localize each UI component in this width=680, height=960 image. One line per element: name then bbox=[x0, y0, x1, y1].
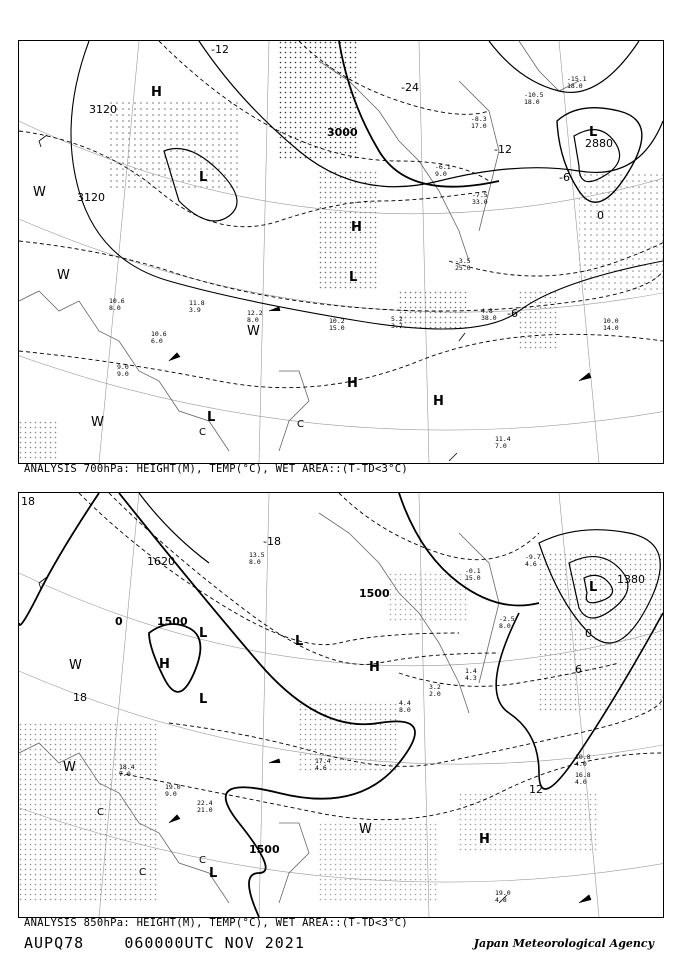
wet-area-700-e bbox=[519, 291, 559, 351]
station-obs: -10.5 18.0 bbox=[524, 91, 544, 106]
warm-symbol: W bbox=[247, 324, 260, 339]
warm-symbol: W bbox=[91, 415, 104, 430]
high-symbol: H bbox=[369, 660, 380, 675]
contour-label: 0 bbox=[597, 209, 604, 222]
station-obs: 4.8 38.0 bbox=[481, 307, 497, 322]
station-obs: 16.8 4.0 bbox=[575, 771, 591, 786]
wet-area-700 bbox=[279, 41, 359, 161]
station-obs: -15.1 18.0 bbox=[567, 75, 587, 90]
contour-label: 3000 bbox=[327, 126, 358, 139]
station-obs: 10.6 6.0 bbox=[151, 330, 167, 345]
station-obs: 18.4 7.0 bbox=[119, 763, 135, 778]
high-symbol: H bbox=[351, 220, 362, 235]
contour-label: 3120 bbox=[89, 103, 117, 116]
warm-symbol: W bbox=[33, 185, 46, 200]
station-obs: 9.0 9.0 bbox=[117, 363, 129, 378]
station-obs: -7.5 33.0 bbox=[472, 191, 488, 206]
cold-symbol: C bbox=[139, 867, 146, 878]
high-symbol: H bbox=[159, 657, 170, 672]
low-symbol: L bbox=[199, 626, 208, 641]
station-obs: 3.2 2.0 bbox=[429, 683, 441, 698]
low-symbol: L bbox=[295, 634, 304, 649]
cold-symbol: C bbox=[297, 419, 304, 430]
contour-label: 0 bbox=[115, 615, 123, 628]
warm-symbol: W bbox=[57, 268, 70, 283]
warm-symbol: W bbox=[359, 822, 372, 837]
contour-label: -6 bbox=[559, 171, 570, 184]
contour-label: 1620 bbox=[147, 555, 175, 568]
station-obs: 10.8 4.0 bbox=[575, 753, 591, 768]
station-obs: 13.5 8.0 bbox=[249, 551, 265, 566]
contour-label: 1500 bbox=[157, 615, 188, 628]
agency-name: Japan Meteorological Agency bbox=[473, 937, 654, 950]
contour-label: 3120 bbox=[77, 191, 105, 204]
low-symbol: L bbox=[589, 580, 598, 595]
contour-label: 0 bbox=[585, 627, 592, 640]
station-obs: 10.6 8.0 bbox=[109, 297, 125, 312]
contour-label: -12 bbox=[494, 143, 512, 156]
low-symbol: L bbox=[207, 410, 216, 425]
low-symbol: L bbox=[349, 270, 358, 285]
high-symbol: H bbox=[479, 832, 490, 847]
station-obs: 4.4 8.0 bbox=[399, 699, 411, 714]
contour-label: 1500 bbox=[359, 587, 390, 600]
contour-label: 1500 bbox=[249, 843, 280, 856]
station-obs: 10.2 15.0 bbox=[329, 317, 345, 332]
map-panel-850hpa bbox=[18, 492, 664, 918]
panel-caption-700hpa: ANALYSIS 700hPa: HEIGHT(M), TEMP(°C), WET AREA::(T-TD<3°C) bbox=[24, 463, 409, 475]
chart-identifier bbox=[24, 934, 305, 952]
low-symbol: L bbox=[199, 692, 208, 707]
station-obs: 11.8 3.9 bbox=[189, 299, 205, 314]
contour-label: 2880 bbox=[585, 137, 613, 150]
station-obs: -3.5 25.0 bbox=[455, 257, 471, 272]
station-obs: 12.2 8.0 bbox=[247, 309, 263, 324]
cold-symbol: C bbox=[97, 807, 104, 818]
contour-label: 6 bbox=[575, 663, 582, 676]
high-symbol: H bbox=[151, 85, 162, 100]
panel-caption-850hpa: ANALYSIS 850hPa: HEIGHT(M), TEMP(°C), WET AREA::(T-TD<3°C) bbox=[24, 917, 409, 929]
contour-label: 1380 bbox=[617, 573, 645, 586]
chart-code: AUPQ78 bbox=[24, 934, 85, 952]
station-obs: 19.0 4.8 bbox=[495, 889, 511, 904]
contour-label: 18 bbox=[73, 691, 87, 704]
warm-symbol: W bbox=[63, 760, 76, 775]
contour-label: -18 bbox=[263, 535, 281, 548]
station-obs: 19.0 9.0 bbox=[165, 783, 181, 798]
wet-area-850-a bbox=[19, 723, 159, 903]
high-symbol: H bbox=[433, 394, 444, 409]
station-obs: 11.4 7.0 bbox=[495, 435, 511, 450]
station-obs: 17.4 4.6 bbox=[315, 757, 331, 772]
low-symbol: L bbox=[209, 866, 218, 881]
weather-chart-700hpa bbox=[19, 41, 663, 463]
station-obs: -2.5 8.0 bbox=[499, 615, 515, 630]
contour-label: 12 bbox=[529, 783, 543, 796]
contour-label: -6 bbox=[507, 307, 518, 320]
wet-area-700-f bbox=[19, 421, 59, 461]
contour-label: -24 bbox=[401, 81, 419, 94]
station-obs: 10.0 14.0 bbox=[603, 317, 619, 332]
station-obs: -6.1 9.0 bbox=[435, 163, 451, 178]
wet-area-700-a bbox=[109, 101, 239, 191]
station-obs: 22.4 21.0 bbox=[197, 799, 213, 814]
wet-area-850-d bbox=[319, 823, 439, 903]
station-obs: -0.1 15.0 bbox=[465, 567, 481, 582]
cold-symbol: C bbox=[199, 427, 206, 438]
high-symbol: H bbox=[347, 376, 358, 391]
station-obs: -8.3 17.0 bbox=[471, 115, 487, 130]
station-obs: 5.2 3.7 bbox=[391, 315, 403, 330]
low-symbol: L bbox=[589, 125, 598, 140]
warm-symbol: W bbox=[69, 658, 82, 673]
wet-area-850-c bbox=[299, 703, 399, 773]
contour-label: 18 bbox=[21, 495, 35, 508]
station-obs: -9.7 4.6 bbox=[525, 553, 541, 568]
station-obs: 1.4 4.3 bbox=[465, 667, 477, 682]
map-panel-700hpa bbox=[18, 40, 664, 464]
chart-datetime: 060000UTC NOV 2021 bbox=[124, 934, 305, 952]
weather-chart-850hpa bbox=[19, 493, 663, 917]
cold-symbol: C bbox=[199, 855, 206, 866]
contour-label: -12 bbox=[211, 43, 229, 56]
low-symbol: L bbox=[199, 170, 208, 185]
